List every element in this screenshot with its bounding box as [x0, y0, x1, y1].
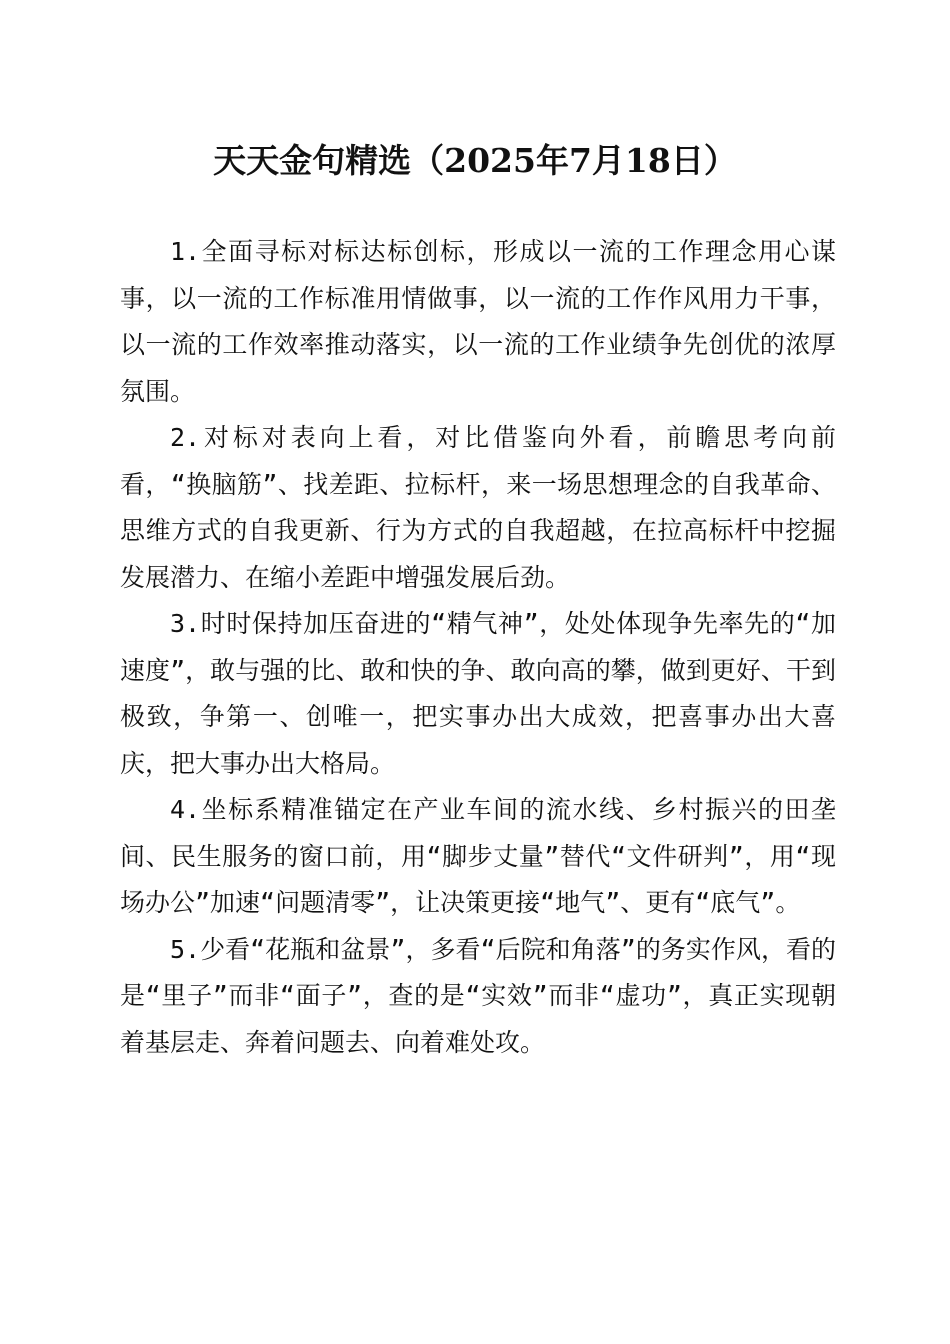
paragraph-4: 4.坐标系精准锚定在产业车间的流水线、乡村振兴的田垄间、民生服务的窗口前，用“脚步丈量”替代“文件研判”，用“现场办公”加速“问题清零”，让决策更接“地气”、更有“底气”。	[120, 795, 836, 917]
paragraph-3: 3.时时保持加压奋进的“精气神”，处处体现争先率先的“加速度”，敢与强的比、敢和快的争、敢向高的攀，做到更好、干到极致，争第一、创唯一，把实事办出大成效，把喜事办出大喜庆，把大事办出大格局。	[120, 609, 836, 778]
paragraph-1: 1.全面寻标对标达标创标，形成以一流的工作理念用心谋事，以一流的工作标准用情做事，以一流的工作作风用力干事，以一流的工作效率推动落实，以一流的工作业绩争先创优的浓厚氛围。	[120, 237, 836, 406]
document-title: 天天金句精选（2025年7月18日）	[213, 141, 737, 180]
paragraph-5: 5.少看“花瓶和盆景”，多看“后院和角落”的务实作风，看的是“里子”而非“面子”，查的是“实效”而非“虚功”，真正实现朝着基层走、奔着问题去、向着难处攻。	[120, 934, 836, 1057]
paragraph-2: 2.对标对表向上看，对比借鉴向外看，前瞻思考向前看，“换脑筋”、找差距、拉标杆，来一场思想理念的自我革命、思维方式的自我更新、行为方式的自我超越，在拉高标杆中挖掘发展潜力、在缩小差距中增强发展后劲。	[120, 423, 836, 592]
document-body	[120, 229, 836, 1066]
